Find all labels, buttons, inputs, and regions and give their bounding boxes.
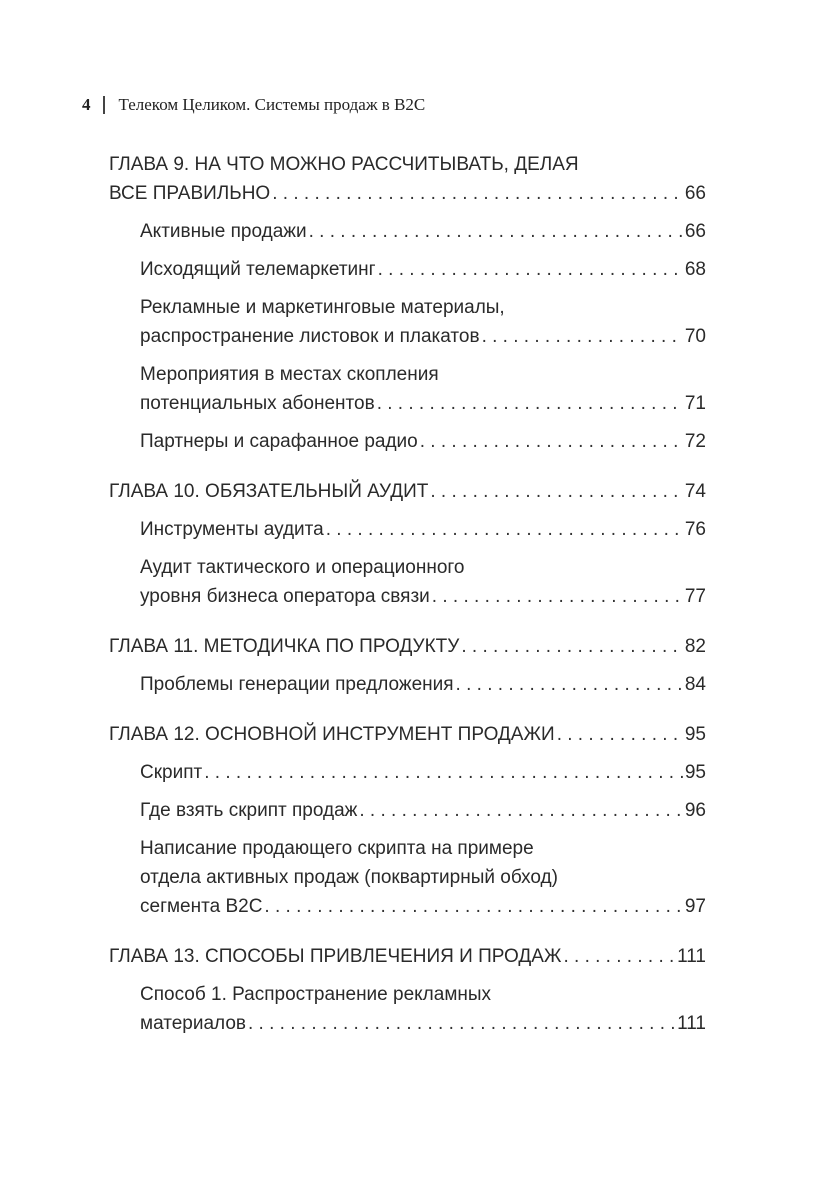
leader-dots: [461, 632, 683, 661]
page-number: 4: [82, 95, 91, 114]
toc-section-entry[interactable]: [140, 796, 706, 825]
toc-entry-title: ГЛАВА 13. СПОСОБЫ ПРИВЛЕЧЕНИЯ И ПРОДАЖ: [109, 946, 562, 967]
toc-page-number: 96: [684, 800, 706, 821]
toc-entry-row: [109, 632, 706, 661]
toc-page-number: 84: [684, 674, 706, 695]
toc-page-number: 95: [684, 724, 706, 745]
leader-dots: [430, 477, 683, 506]
toc-entry-title: Партнеры и сарафанное радио: [140, 431, 418, 452]
toc-page-number: 77: [684, 586, 706, 607]
toc-section-entry[interactable]: [140, 553, 706, 611]
running-header: [82, 95, 425, 115]
toc-entry-row: [140, 892, 706, 921]
leader-dots: [359, 796, 683, 825]
leader-dots: [456, 670, 683, 699]
toc-page-number: 70: [684, 326, 706, 347]
toc-entry-row: [140, 217, 706, 246]
toc-entry-row: [140, 389, 706, 418]
toc-page-number: 111: [677, 946, 706, 967]
toc-section-entry[interactable]: [140, 670, 706, 699]
toc-section-entry[interactable]: [140, 758, 706, 787]
toc-page-number: 74: [684, 481, 706, 502]
toc-entry-title: ГЛАВА 10. ОБЯЗАТЕЛЬНЫЙ АУДИТ: [109, 481, 429, 502]
toc-entry-title: сегмента B2C: [140, 896, 263, 917]
toc-entry-row: [109, 477, 706, 506]
toc-entry-title: потенциальных абонентов: [140, 393, 375, 414]
toc-entry-row: [140, 796, 706, 825]
toc-entry-title: ВСЕ ПРАВИЛЬНО: [109, 183, 271, 204]
toc-section-entry[interactable]: [140, 980, 706, 1038]
toc-entry-row: [140, 322, 706, 351]
toc-entry-title: Активные продажи: [140, 221, 307, 242]
leader-dots: [377, 389, 683, 418]
toc-page-number: 72: [684, 431, 706, 452]
toc-entry-row: [109, 942, 706, 971]
toc-section-entry[interactable]: [140, 427, 706, 456]
toc-entry-title: материалов: [140, 1013, 246, 1034]
leader-dots: [309, 217, 683, 246]
toc-chapter-entry[interactable]: [109, 720, 706, 749]
toc-entry-title-line: отдела активных продаж (поквартирный обход): [140, 867, 558, 888]
toc-entry-title-line: Способ 1. Распространение рекламных: [140, 984, 492, 1005]
toc-chapter-entry[interactable]: [109, 942, 706, 971]
toc-entry-title-line: Написание продающего скрипта на примере: [140, 838, 534, 859]
toc-chapter-entry[interactable]: [109, 477, 706, 506]
toc-entry-title: распространение листовок и плакатов: [140, 326, 480, 347]
leader-dots: [378, 255, 683, 284]
toc-entry-row: [140, 670, 706, 699]
leader-dots: [326, 515, 683, 544]
toc-page-number: 71: [684, 393, 706, 414]
toc-page-number: 76: [684, 519, 706, 540]
leader-dots: [557, 720, 683, 749]
toc-entry-title: ГЛАВА 12. ОСНОВНОЙ ИНСТРУМЕНТ ПРОДАЖИ: [109, 724, 555, 745]
header-divider: [103, 96, 105, 114]
toc-entry-title: Инструменты аудита: [140, 519, 324, 540]
toc-page-number: 95: [684, 762, 706, 783]
toc-entry-row: [109, 179, 706, 208]
toc-entry-row: [140, 255, 706, 284]
toc-entry-title: Где взять скрипт продаж: [140, 800, 358, 821]
toc-entry-row: [140, 1009, 706, 1038]
toc-entry-title: Проблемы генерации предложения: [140, 674, 454, 695]
leader-dots: [563, 942, 675, 971]
toc-page-number: 97: [684, 896, 706, 917]
toc-section-entry[interactable]: [140, 360, 706, 418]
toc-entry-row: [109, 720, 706, 749]
toc-page-number: 111: [677, 1013, 706, 1034]
leader-dots: [248, 1009, 675, 1038]
toc-entry-title-line: Рекламные и маркетинговые материалы,: [140, 297, 505, 318]
toc-entry-title: уровня бизнеса оператора связи: [140, 586, 430, 607]
toc-entry-title-line: Мероприятия в местах скопления: [140, 364, 439, 385]
toc-page-number: 66: [684, 183, 706, 204]
leader-dots: [264, 892, 682, 921]
toc-section-entry[interactable]: [140, 293, 706, 351]
toc-chapter-entry[interactable]: [109, 632, 706, 661]
toc-entry-title-line: Аудит тактического и операционного: [140, 557, 465, 578]
toc-section-entry[interactable]: [140, 255, 706, 284]
toc-entry-title: Исходящий телемаркетинг: [140, 259, 376, 280]
toc-page-number: 82: [684, 636, 706, 657]
toc-page-number: 66: [684, 221, 706, 242]
toc-entry-title: Скрипт: [140, 762, 203, 783]
toc-entry-row: [140, 515, 706, 544]
toc-section-entry[interactable]: [140, 217, 706, 246]
toc-chapter-entry[interactable]: [109, 150, 706, 208]
leader-dots: [272, 179, 683, 208]
leader-dots: [482, 322, 683, 351]
running-title: Телеком Целиком. Системы продаж в B2C: [118, 95, 426, 114]
toc-section-entry[interactable]: [140, 834, 706, 921]
toc-entry-row: [140, 582, 706, 611]
leader-dots: [420, 427, 683, 456]
toc-entry-row: [140, 758, 706, 787]
toc-entry-row: [140, 427, 706, 456]
toc-page-number: 68: [684, 259, 706, 280]
leader-dots: [204, 758, 683, 787]
toc-entry-title-line: ГЛАВА 9. НА ЧТО МОЖНО РАССЧИТЫВАТЬ, ДЕЛАЯ: [109, 154, 579, 175]
leader-dots: [432, 582, 683, 611]
toc-entry-title: ГЛАВА 11. МЕТОДИЧКА ПО ПРОДУКТУ: [109, 636, 460, 657]
toc-section-entry[interactable]: [140, 515, 706, 544]
table-of-contents: [109, 150, 706, 1038]
